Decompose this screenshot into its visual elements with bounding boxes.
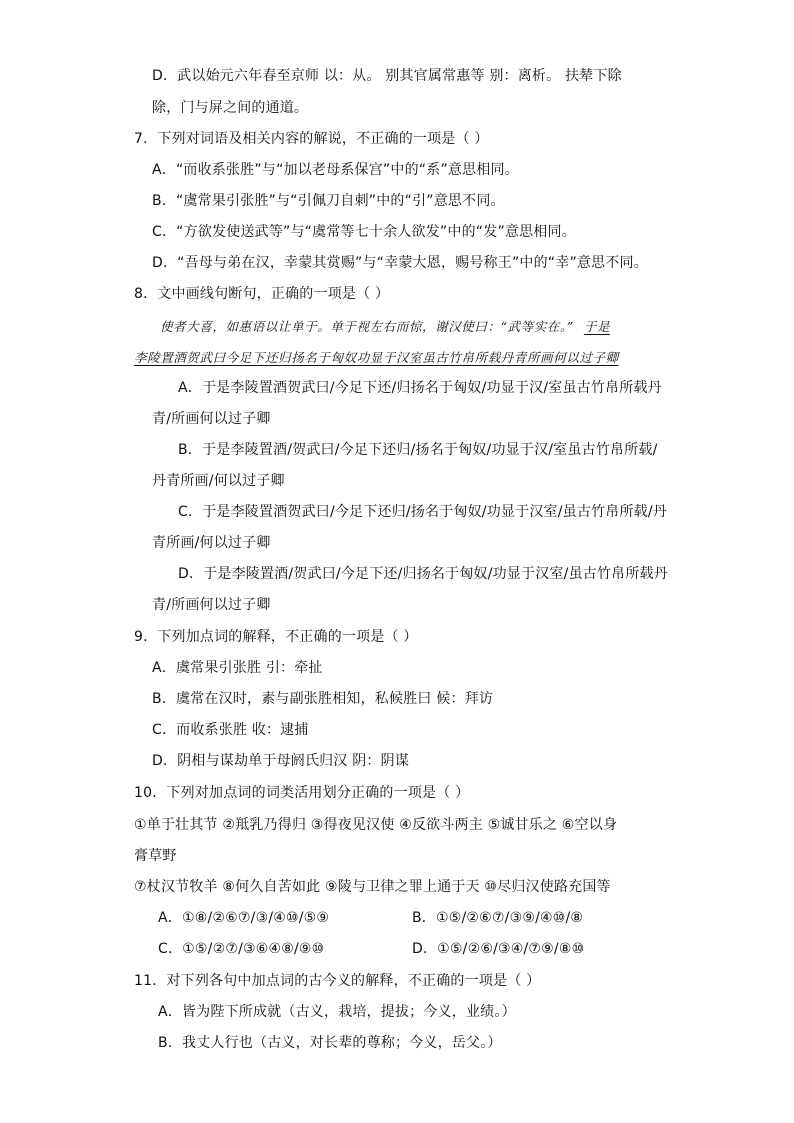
q6-option-d-line2: 除，门与屏之间的通道。 bbox=[152, 100, 309, 116]
q8-option-d-line2: 青/所画何以过子卿 bbox=[152, 597, 271, 613]
q10-option-d: D．①⑤/②⑥/③④/⑦⑨/⑧⑩ bbox=[412, 941, 585, 957]
q8-option-d-line1: D．于是李陵置酒/贺武曰/今足下还/归扬名于匈奴/功显于汉室/虽古竹帛所载丹 bbox=[178, 566, 668, 582]
question-9-stem: 9．下列加点词的解释，不正确的一项是（ ） bbox=[134, 629, 418, 645]
q9-option-d: D．阴相与谋劫单于母阏氏归汉 阴：阴谋 bbox=[152, 753, 410, 769]
q10-items-line3: ⑦杖汉节牧羊 ⑧何久自苦如此 ⑨陵与卫律之罪上通于天 ⑩尽归汉使路充国等 bbox=[134, 879, 611, 895]
question-7-stem: 7．下列对词语及相关内容的解说，不正确的一项是（ ） bbox=[134, 131, 489, 147]
q11-option-a: A．皆为陛下所成就（古义，栽培，提拔；今义，业绩。） bbox=[158, 1004, 516, 1020]
q9-option-b: B．虞常在汉时，素与副张胜相知，私候胜曰 候：拜访 bbox=[152, 691, 494, 707]
q10-items-line1: ①单于壮其节 ②羝乳乃得归 ③得夜见汉使 ④反欲斗两主 ⑤诚甘乐之 ⑥空以身 bbox=[134, 817, 618, 833]
q8-option-a-line1: A．于是李陵置酒贺武曰/今足下还/归扬名于匈奴/功显于汉/室虽古竹帛所载丹 bbox=[178, 380, 662, 396]
q7-option-c: C．“方欲发使送武等”与“虞常等七十余人欲发”中的“发”意思相同。 bbox=[152, 224, 576, 240]
q8-passage-line1 bbox=[160, 318, 610, 336]
q8-option-a-line2: 青/所画何以过子卿 bbox=[152, 411, 271, 427]
q10-option-a: A．①⑧/②⑥⑦/③/④⑩/⑤⑨ bbox=[158, 910, 330, 926]
q8-option-c-line2: 青所画/何以过子卿 bbox=[152, 535, 271, 551]
q7-option-b: B．“虞常果引张胜”与“引佩刀自刺”中的“引”意思不同。 bbox=[152, 193, 505, 209]
q10-items-line2: 膏草野 bbox=[134, 848, 177, 864]
q8-underlined-start: 于是 bbox=[583, 319, 611, 334]
q7-option-d: D．“吾母与弟在汉，幸蒙其赏赐”与“幸蒙大恩，赐号称王”中的“幸”意思不同。 bbox=[152, 255, 648, 271]
question-10-stem: 10．下列对加点词的词类活用划分正确的一项是（ ） bbox=[134, 785, 470, 801]
q11-option-b: B．我丈人行也（古义，对长辈的尊称；今义，岳父。） bbox=[158, 1035, 502, 1051]
q8-option-b-line2: 丹青所画/何以过子卿 bbox=[152, 473, 285, 489]
q8-option-c-line1: C．于是李陵置酒贺武曰/今足下还归/扬名于匈奴/功显于汉室/虽古竹帛所载/丹 bbox=[178, 504, 667, 520]
q7-option-a: A．“而收系张胜”与“加以老母系保宫”中的“系”意思相同。 bbox=[152, 162, 519, 178]
q10-option-c: C．①⑤/②⑦/③⑥④⑧/⑨⑩ bbox=[158, 941, 325, 957]
q6-option-d-line1: D．武以始元六年春至京师 以：从。 别其官属常惠等 别：离析。 扶辇下除 bbox=[152, 68, 622, 84]
q10-option-b: B．①⑤/②⑥⑦/③⑨/④⑩/⑧ bbox=[412, 910, 584, 926]
q9-option-a: A．虞常果引张胜 引：牵扯 bbox=[152, 660, 323, 676]
question-8-stem: 8．文中画线句断句，正确的一项是（ ） bbox=[134, 286, 390, 302]
q8-passage-text: 使者大喜，如惠语以让单于。单于视左右而惊，谢汉使曰：“武等实在。” bbox=[160, 319, 574, 334]
q8-underlined-sentence: 李陵置酒贺武曰今足下还归扬名于匈奴功显于汉室虽古竹帛所载丹青所画何以过子卿 bbox=[134, 350, 619, 365]
q9-option-c: C．而收系张胜 收：逮捕 bbox=[152, 722, 309, 738]
question-11-stem: 11．对下列各句中加点词的古今义的解释，不正确的一项是（ ） bbox=[134, 973, 541, 989]
q8-option-b-line1: B．于是李陵置酒/贺武曰/今足下还归/扬名于匈奴/功显于汉/室虽古竹帛所载/ bbox=[178, 442, 658, 458]
